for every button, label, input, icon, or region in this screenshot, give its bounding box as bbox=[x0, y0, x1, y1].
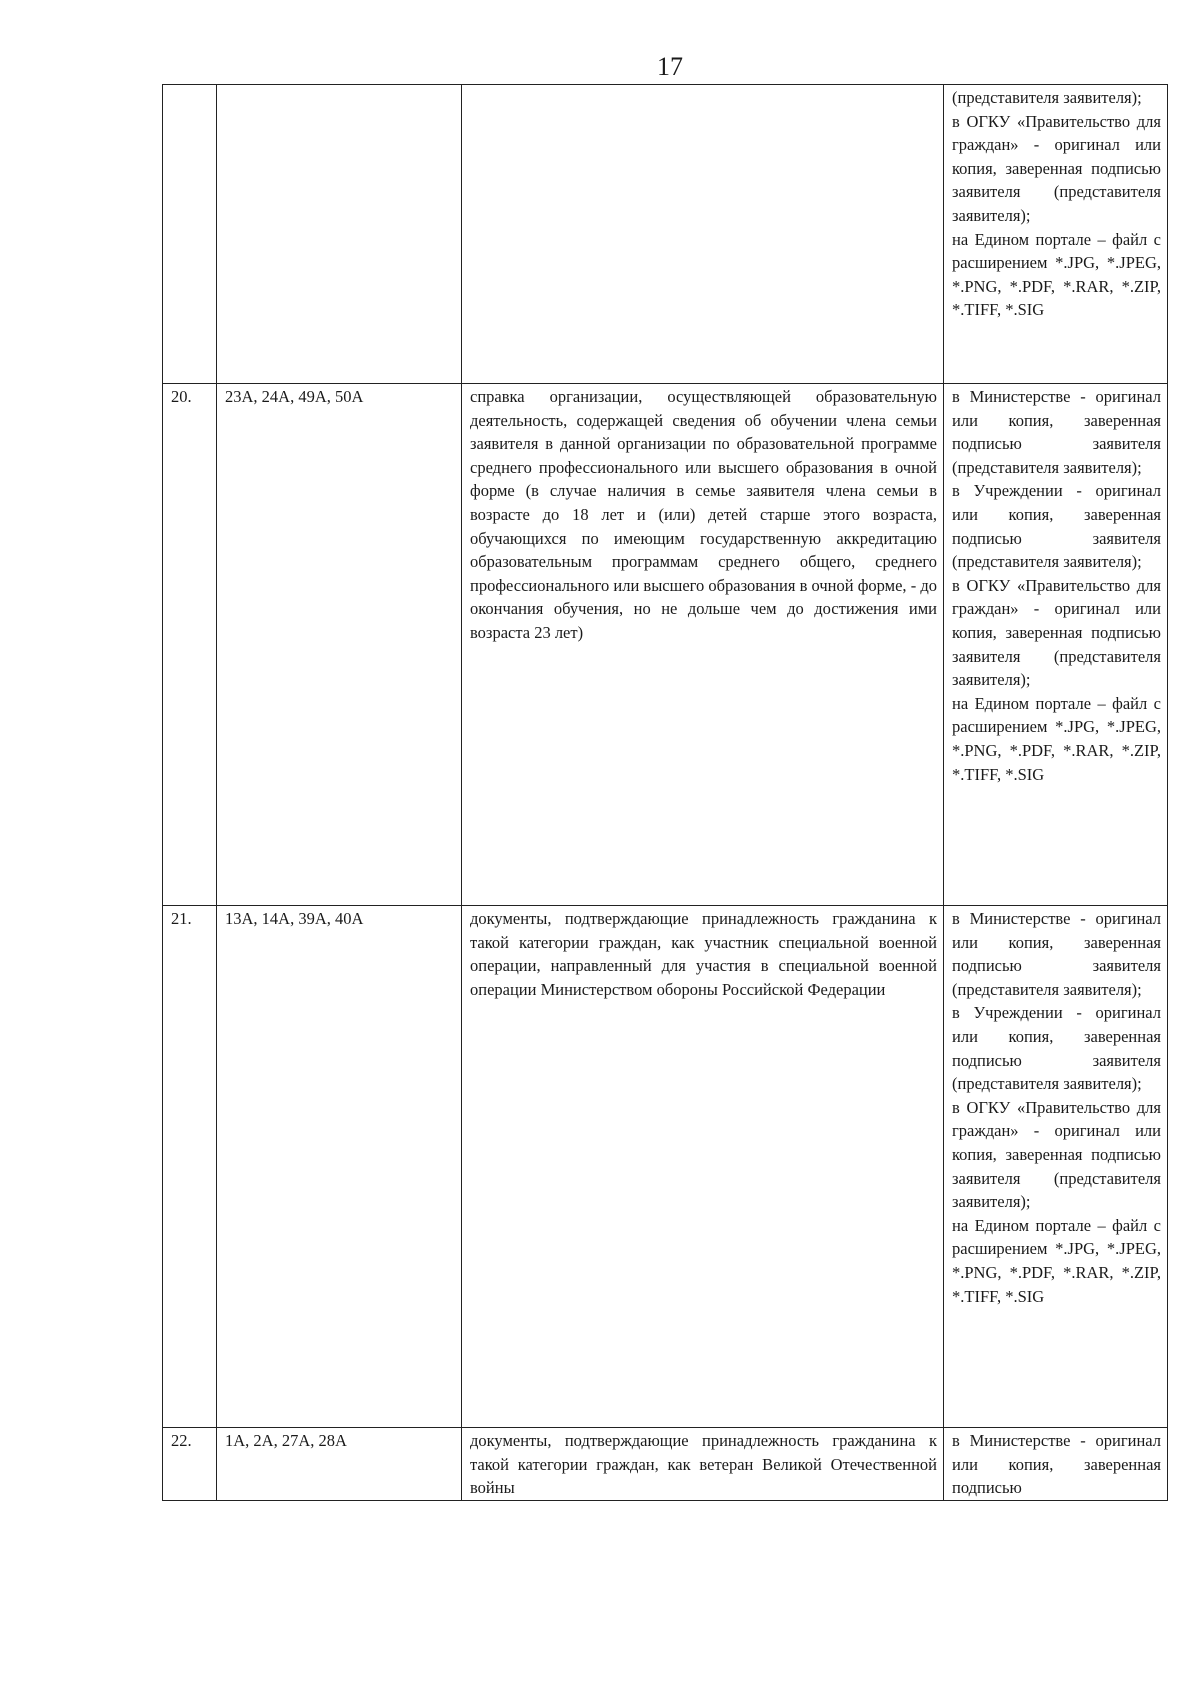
submission-item: в ОГКУ «Правительство для граждан» - оригинал или копия, заверенная подписью заявителя (представителя заявителя); bbox=[952, 575, 1161, 690]
submission-item: в Учреждении - оригинал или копия, заверенная подписью заявителя (представителя заявителя); bbox=[952, 1003, 1161, 1094]
row-number: 22. bbox=[163, 1428, 217, 1501]
table-row bbox=[163, 1428, 1168, 1501]
row-description: документы, подтверждающие принадлежность гражданина к такой категории граждан, как участник специальной военной операции, направленный для участия в специальной военной операции Министерством обороны Российской Федерации bbox=[462, 906, 944, 1428]
submission-item: в Министерстве - оригинал или копия, заверенная подписью заявителя (представителя заявителя); bbox=[952, 909, 1161, 999]
submission-item: в ОГКУ «Правительство для граждан» - оригинал или копия, заверенная подписью заявителя (представителя заявителя); bbox=[952, 1097, 1161, 1212]
row-codes bbox=[217, 85, 462, 384]
row-codes: 13А, 14А, 39А, 40А bbox=[217, 906, 462, 1428]
submission-item: в Министерстве - оригинал или копия, заверенная подписью bbox=[952, 1431, 1161, 1498]
row-submission-places bbox=[944, 85, 1168, 384]
row-description bbox=[462, 85, 944, 384]
table-row bbox=[163, 384, 1168, 906]
row-submission-places bbox=[944, 384, 1168, 906]
submission-item: (представителя заявителя); bbox=[952, 88, 1142, 107]
submission-item: на Едином портале – файл с расширением *.JPG, *.JPEG, *.PNG, *.PDF, *.RAR, *.ZIP, *.TIFF, *.SIG bbox=[952, 693, 1161, 784]
page-number: 17 bbox=[657, 52, 683, 81]
row-description: справка организации, осуществляющей образовательную деятельность, содержащей сведения об обучении члена семьи заявителя в данной организации по образовательной программе среднего профессионального или высшего образования в очной форме (в случае наличия в семье заявителя члена семьи в возрасте до 18 лет и (или) детей старше этого возраста, обучающихся по имеющим государственную аккредитацию образовательным программам среднего общего, среднего профессионального или высшего образования в очной форме, - до окончания обучения, но не дольше чем до достижения ими возраста 23 лет) bbox=[462, 384, 944, 906]
submission-item: в ОГКУ «Правительство для граждан» - оригинал или копия, заверенная подписью заявителя (представителя заявителя); bbox=[952, 111, 1161, 225]
submission-item: в Министерстве - оригинал или копия, заверенная подписью заявителя (представителя заявителя); bbox=[952, 387, 1161, 477]
submission-item: на Едином портале – файл с расширением *.JPG, *.JPEG, *.PNG, *.PDF, *.RAR, *.ZIP, *.TIFF, *.SIG bbox=[952, 229, 1161, 320]
row-number: 21. bbox=[163, 906, 217, 1428]
row-codes: 1А, 2А, 27А, 28А bbox=[217, 1428, 462, 1501]
table-row bbox=[163, 906, 1168, 1428]
row-submission-places bbox=[944, 906, 1168, 1428]
row-number: 20. bbox=[163, 384, 217, 906]
row-description: документы, подтверждающие принадлежность гражданина к такой категории граждан, как ветеран Великой Отечественной войны bbox=[462, 1428, 944, 1501]
table-row bbox=[163, 85, 1168, 384]
documents-table bbox=[162, 84, 1168, 1501]
row-codes: 23А, 24А, 49А, 50А bbox=[217, 384, 462, 906]
row-number bbox=[163, 85, 217, 384]
submission-item: в Учреждении - оригинал или копия, заверенная подписью заявителя (представителя заявителя); bbox=[952, 481, 1161, 572]
submission-item: на Едином портале – файл с расширением *.JPG, *.JPEG, *.PNG, *.PDF, *.RAR, *.ZIP, *.TIFF, *.SIG bbox=[952, 1215, 1161, 1306]
row-submission-places bbox=[944, 1428, 1168, 1501]
